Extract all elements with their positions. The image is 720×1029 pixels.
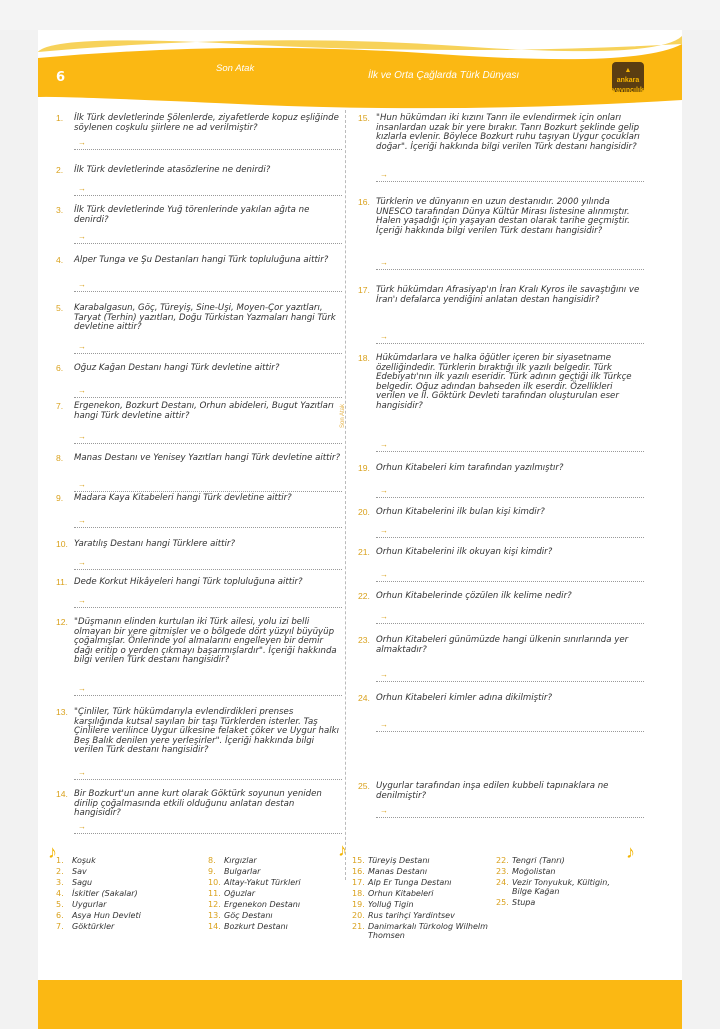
answer-key-number: 13. <box>208 911 221 920</box>
answer-key-text: Altay-Yakut Türkleri <box>224 878 301 887</box>
answer-key-text: Oğuzlar <box>224 889 256 898</box>
question-number: 22. <box>358 591 370 601</box>
answer-key-text: Asya Hun Devleti <box>72 911 141 920</box>
arrow-icon: → <box>78 232 86 241</box>
question-text: Karabalgasun, Göç, Türeyiş, Sine-Uşi, Moyen-Çor yazıtları, Taryat (Terhin) yazıtları, Doğu Türkistan Yazmaları hangi Türk devletine aittir? <box>74 303 336 333</box>
answer-key-text: Ergenekon Destanı <box>224 900 301 909</box>
answer-line[interactable] <box>376 488 644 498</box>
question-number: 20. <box>358 507 370 517</box>
question-number: 25. <box>358 781 370 791</box>
answer-key-text: İskitler (Sakalar) <box>72 889 138 898</box>
answer-key-text: Yolluğ Tigin <box>368 900 414 909</box>
answer-key-text: Göktürkler <box>72 922 115 931</box>
answer-key-item <box>496 898 626 907</box>
answer-key-number: 17. <box>352 878 365 887</box>
arrow-icon: → <box>380 486 388 495</box>
arrow-icon: → <box>78 596 86 605</box>
answer-line[interactable] <box>74 434 342 444</box>
question-number: 16. <box>358 197 370 207</box>
answer-key-item <box>56 867 206 876</box>
arrow-icon: → <box>380 612 388 621</box>
answer-key-number: 1. <box>56 856 64 865</box>
question-text: Ergenekon, Bozkurt Destanı, Orhun abideleri, Bugut Yazıtları hangi Türk devletine aittir? <box>74 401 334 421</box>
arrow-icon: → <box>78 516 86 525</box>
answer-line[interactable] <box>376 808 644 818</box>
question-item <box>358 636 644 655</box>
question-text: Orhun Kitabelerinde çözülen ilk kelime nedir? <box>376 591 572 601</box>
answer-key-item <box>352 889 492 898</box>
question-item <box>358 114 644 152</box>
answer-key-item <box>352 922 492 940</box>
answer-key-number: 10. <box>208 878 221 887</box>
question-number: 4. <box>56 255 64 265</box>
question-text: İlk Türk devletlerinde Şölenlerde, ziyafetlerde kopuz eşliğinde söylenen coşkulu şiirlere ne ad verilmiştir? <box>74 113 339 133</box>
question-text: İlk Türk devletlerinde atasözlerine ne denirdi? <box>74 165 271 175</box>
answer-line[interactable] <box>376 572 644 582</box>
question-text: Türklerin ve dünyanın en uzun destanıdır. 2000 yılında UNESCO tarafından Dünya Kültür Mirası listesine alınmıştır. Halen yaşadığı için yaşayan destan olarak tarihe geçmiştir. İçeriği hakkında bilgi verilen Türk destanı hangisidir? <box>376 197 630 236</box>
question-number: 2. <box>56 165 64 175</box>
question-number: 1. <box>56 113 64 123</box>
answer-key-number: 22. <box>496 856 509 865</box>
question-number: 11. <box>56 577 68 587</box>
answer-key-text: Türeyiş Destanı <box>368 856 430 865</box>
arrow-icon: → <box>78 558 86 567</box>
answer-key-item <box>208 889 348 898</box>
answer-key-number: 6. <box>56 911 64 920</box>
question-number: 9. <box>56 493 64 503</box>
answer-line[interactable] <box>376 722 644 732</box>
answer-key-text: Bozkurt Destanı <box>224 922 288 931</box>
answer-line[interactable] <box>376 334 644 344</box>
answer-line[interactable] <box>376 260 644 270</box>
chapter-title: İlk ve Orta Çağlarda Türk Dünyası <box>368 70 520 81</box>
arrow-icon: → <box>78 386 86 395</box>
question-item <box>56 494 342 504</box>
arrow-icon: → <box>380 170 388 179</box>
answer-key-number: 24. <box>496 878 509 887</box>
question-item <box>56 256 342 266</box>
question-item <box>56 364 342 374</box>
answer-line[interactable] <box>376 614 644 624</box>
arrow-icon: → <box>380 720 388 729</box>
question-item <box>56 708 342 756</box>
question-text: Türk hükümdarı Afrasiyap'ın İran Kralı Kyros ile savaştığını ve İran'ı defalarca yendiğini anlatan destan hangisidir? <box>376 285 640 305</box>
answer-line[interactable] <box>74 482 342 492</box>
question-text: Orhun Kitabelerini ilk bulan kişi kimdir? <box>376 507 545 517</box>
answer-key-item <box>352 867 492 876</box>
question-number: 3. <box>56 205 64 215</box>
answer-key-text: Kırgızlar <box>224 856 257 865</box>
answer-line[interactable] <box>74 560 342 570</box>
question-number: 8. <box>56 453 64 463</box>
answer-key-number: 16. <box>352 867 365 876</box>
question-number: 17. <box>358 285 370 295</box>
answer-key-item <box>208 878 348 887</box>
side-brand: Son Atak <box>340 403 346 428</box>
question-item <box>358 508 644 518</box>
answer-key-item <box>208 867 348 876</box>
question-text: Yaratılış Destanı hangi Türklere aittir? <box>74 539 236 549</box>
answer-key-text: Alp Er Tunga Destanı <box>368 878 452 887</box>
answer-line[interactable] <box>74 234 342 244</box>
book-title: Son Atak <box>216 63 255 74</box>
arrow-icon: → <box>78 184 86 193</box>
footer-band <box>38 980 682 1029</box>
answer-line[interactable] <box>74 344 342 354</box>
answer-key-item <box>56 856 206 865</box>
question-text: Orhun Kitabeleri kim tarafından yazılmıştır? <box>376 463 564 473</box>
arrow-icon: → <box>380 332 388 341</box>
question-number: 21. <box>358 547 370 557</box>
viewer-top-bar <box>0 0 720 30</box>
question-text: "Çinliler, Türk hükümdarıyla evlendirdikleri prenses karşılığında kutsal sayılan bir taşı Türklerden isterler. Taş Çinlilere verilince Uygur ülkesine felaket çöker ve Uygur halkı Beş Balık denilen yere yerleşirler". İçeriği hakkında bilgi verilen Türk destanı hangisidir? <box>74 707 340 756</box>
question-item <box>56 578 342 588</box>
question-item <box>56 402 342 421</box>
question-item <box>358 694 644 704</box>
arrow-icon: → <box>78 684 86 693</box>
answer-key <box>56 850 664 960</box>
answer-key-number: 23. <box>496 867 509 876</box>
arrow-icon: → <box>380 526 388 535</box>
answer-key-number: 25. <box>496 898 509 907</box>
answer-line[interactable] <box>74 686 342 696</box>
answer-line[interactable] <box>74 388 342 398</box>
answer-key-number: 4. <box>56 889 64 898</box>
question-text: Alper Tunga ve Şu Destanları hangi Türk topluluğuna aittir? <box>74 255 329 265</box>
question-text: Bir Bozkurt'un anne kurt olarak Göktürk soyunun yeniden dirilip çoğalmasında etkili olduğunu anlatan destan hangisidir? <box>74 789 322 819</box>
publisher-logo: ▲ ankara yayıncılık <box>612 62 644 92</box>
question-item <box>358 198 644 236</box>
answer-key-item <box>56 878 206 887</box>
answer-line[interactable] <box>74 770 342 780</box>
answer-key-text: Bulgarlar <box>224 867 261 876</box>
answer-key-item <box>496 878 626 896</box>
question-item <box>358 592 644 602</box>
answer-line[interactable] <box>376 172 644 182</box>
question-number: 23. <box>358 635 370 645</box>
question-text: Orhun Kitabeleri kimler adına dikilmiştir? <box>376 693 553 703</box>
question-item <box>56 114 342 133</box>
answer-key-text: Vezir Tonyukuk, Kültigin, Bilge Kağan <box>512 878 610 896</box>
answer-key-item <box>208 856 348 865</box>
question-number: 15. <box>358 113 370 123</box>
question-number: 5. <box>56 303 64 313</box>
answer-key-text: Tengri (Tanrı) <box>512 856 565 865</box>
question-text: Orhun Kitabeleri günümüzde hangi ülkenin sınırlarında yer almaktadır? <box>376 635 629 655</box>
question-item <box>56 304 342 333</box>
column-divider <box>345 110 346 880</box>
question-text: "Hun hükümdarı iki kızını Tanrı ile evlendirmek için onları insanlardan uzak bir yere bırakır. Tanrı Bozkurt şeklinde gelip kızlarla evlenir. Böylece Bozkurt ruhu taşıyan Uygur çocukları doğar". İçeriği hakkında bilgi verilen Türk destanı hangisidir? <box>376 113 640 152</box>
answer-key-text: Göç Destanı <box>224 911 273 920</box>
question-text: Manas Destanı ve Yenisey Yazıtları hangi Türk devletine aittir? <box>74 453 341 463</box>
arrow-icon: → <box>78 280 86 289</box>
answer-key-item <box>352 900 492 909</box>
answer-key-item <box>56 911 206 920</box>
answer-key-text: Sagu <box>72 878 93 887</box>
answer-key-item <box>496 867 626 876</box>
answer-key-number: 5. <box>56 900 64 909</box>
music-note-icon: ♪ <box>48 842 57 862</box>
answer-key-number: 20. <box>352 911 365 920</box>
question-number: 12. <box>56 617 68 627</box>
question-item <box>56 206 342 225</box>
music-note-icon: ♪ <box>338 840 347 860</box>
answer-line[interactable] <box>74 186 342 196</box>
answer-line[interactable] <box>376 528 644 538</box>
question-text: Hükümdarlara ve halka öğütler içeren bir siyasetname özelliğindedir. Türklerin bıraktığı ilk yazılı belgedir. Türk Edebiyatı'nın ilk yazılı eseridir. Türk adının geçtiği ilk Türkçe belgedir. Oğuz adından bahseden ilk eserdir. Özellikleri verilen ve II. Göktürk Devleti tarafından oluşturulan eser hangisidir? <box>376 353 632 411</box>
answer-key-item <box>56 889 206 898</box>
answer-key-number: 11. <box>208 889 221 898</box>
arrow-icon: → <box>78 342 86 351</box>
answer-line[interactable] <box>376 672 644 682</box>
arrow-icon: → <box>380 806 388 815</box>
answer-key-item <box>352 911 492 920</box>
publisher-logo-text: ankara yayıncılık <box>612 77 644 94</box>
answer-key-number: 7. <box>56 922 64 931</box>
answer-line[interactable] <box>74 282 342 292</box>
question-item <box>358 548 644 558</box>
question-text: Madara Kaya Kitabeleri hangi Türk devletine aittir? <box>74 493 292 503</box>
arrow-icon: → <box>78 480 86 489</box>
arrow-icon: → <box>78 138 86 147</box>
answer-key-text: Danimarkalı Türkolog Wilhelm Thomsen <box>368 922 488 940</box>
answer-key-number: 2. <box>56 867 64 876</box>
answer-key-item <box>352 878 492 887</box>
answer-key-item <box>56 900 206 909</box>
answer-line[interactable] <box>74 140 342 150</box>
question-text: Dede Korkut Hikâyeleri hangi Türk topluluğuna aittir? <box>74 577 303 587</box>
answer-key-item <box>496 856 626 865</box>
question-item <box>56 454 342 464</box>
question-text: "Düşmanın elinden kurtulan iki Türk ailesi, yolu izi belli olmayan bir yere gitmişler ve o bölgede dört yüzyıl büyüyüp çoğalmışlar. Önlerinde yol almalarını engelleyen bir demir dağı eritip o yerden çıkmayı başarmışlardır". İçeriği hakkında bilgi verilen Türk destanı hangisidir? <box>74 617 337 666</box>
question-item <box>56 618 342 666</box>
answer-key-text: Manas Destanı <box>368 867 428 876</box>
question-text: Oğuz Kağan Destanı hangi Türk devletine aittir? <box>74 363 280 373</box>
arrow-icon: → <box>380 440 388 449</box>
answer-key-number: 9. <box>208 867 216 876</box>
question-text: Orhun Kitabelerini ilk okuyan kişi kimdir? <box>376 547 553 557</box>
document-page <box>38 30 682 1029</box>
page-number: 6 <box>56 70 66 85</box>
question-number: 24. <box>358 693 370 703</box>
answer-key-item <box>208 900 348 909</box>
question-item <box>56 166 342 176</box>
arrow-icon: → <box>380 570 388 579</box>
answer-key-number: 19. <box>352 900 365 909</box>
answer-key-text: Stupa <box>512 898 536 907</box>
answer-key-item <box>208 911 348 920</box>
question-item <box>358 286 644 305</box>
arrow-icon: → <box>78 768 86 777</box>
arrow-icon: → <box>78 822 86 831</box>
question-item <box>56 540 342 550</box>
answer-key-number: 3. <box>56 878 64 887</box>
answer-key-number: 18. <box>352 889 365 898</box>
answer-key-number: 21. <box>352 922 365 931</box>
question-item <box>358 354 644 412</box>
question-text: Uygurlar tarafından inşa edilen kubbeli tapınaklara ne denilmiştir? <box>376 781 609 801</box>
answer-key-item <box>352 856 492 865</box>
answer-key-text: Koşuk <box>72 856 96 865</box>
answer-key-text: Rus tarihçi Yardintsev <box>368 911 455 920</box>
answer-key-text: Uygurlar <box>72 900 107 909</box>
question-item <box>358 782 644 801</box>
answer-key-item <box>56 922 206 931</box>
answer-key-number: 15. <box>352 856 365 865</box>
answer-key-number: 12. <box>208 900 221 909</box>
question-number: 6. <box>56 363 64 373</box>
question-item <box>56 790 342 819</box>
answer-line[interactable] <box>74 518 342 528</box>
question-number: 19. <box>358 463 370 473</box>
question-number: 10. <box>56 539 68 549</box>
answer-key-number: 8. <box>208 856 216 865</box>
question-number: 18. <box>358 353 370 363</box>
question-number: 13. <box>56 707 68 717</box>
question-number: 7. <box>56 401 64 411</box>
music-note-icon: ♪ <box>626 842 635 862</box>
answer-key-text: Moğolistan <box>512 867 556 876</box>
question-number: 14. <box>56 789 68 799</box>
answer-key-text: Sav <box>72 867 87 876</box>
answer-key-item <box>208 922 348 931</box>
answer-key-text: Orhun Kitabeleri <box>368 889 434 898</box>
answer-line[interactable] <box>376 442 644 452</box>
arrow-icon: → <box>380 258 388 267</box>
answer-line[interactable] <box>74 824 342 834</box>
answer-line[interactable] <box>74 598 342 608</box>
answer-key-number: 14. <box>208 922 221 931</box>
question-text: İlk Türk devletlerinde Yuğ törenlerinde yakılan ağıta ne denirdi? <box>74 205 310 225</box>
question-item <box>358 464 644 474</box>
arrow-icon: → <box>78 432 86 441</box>
arrow-icon: → <box>380 670 388 679</box>
